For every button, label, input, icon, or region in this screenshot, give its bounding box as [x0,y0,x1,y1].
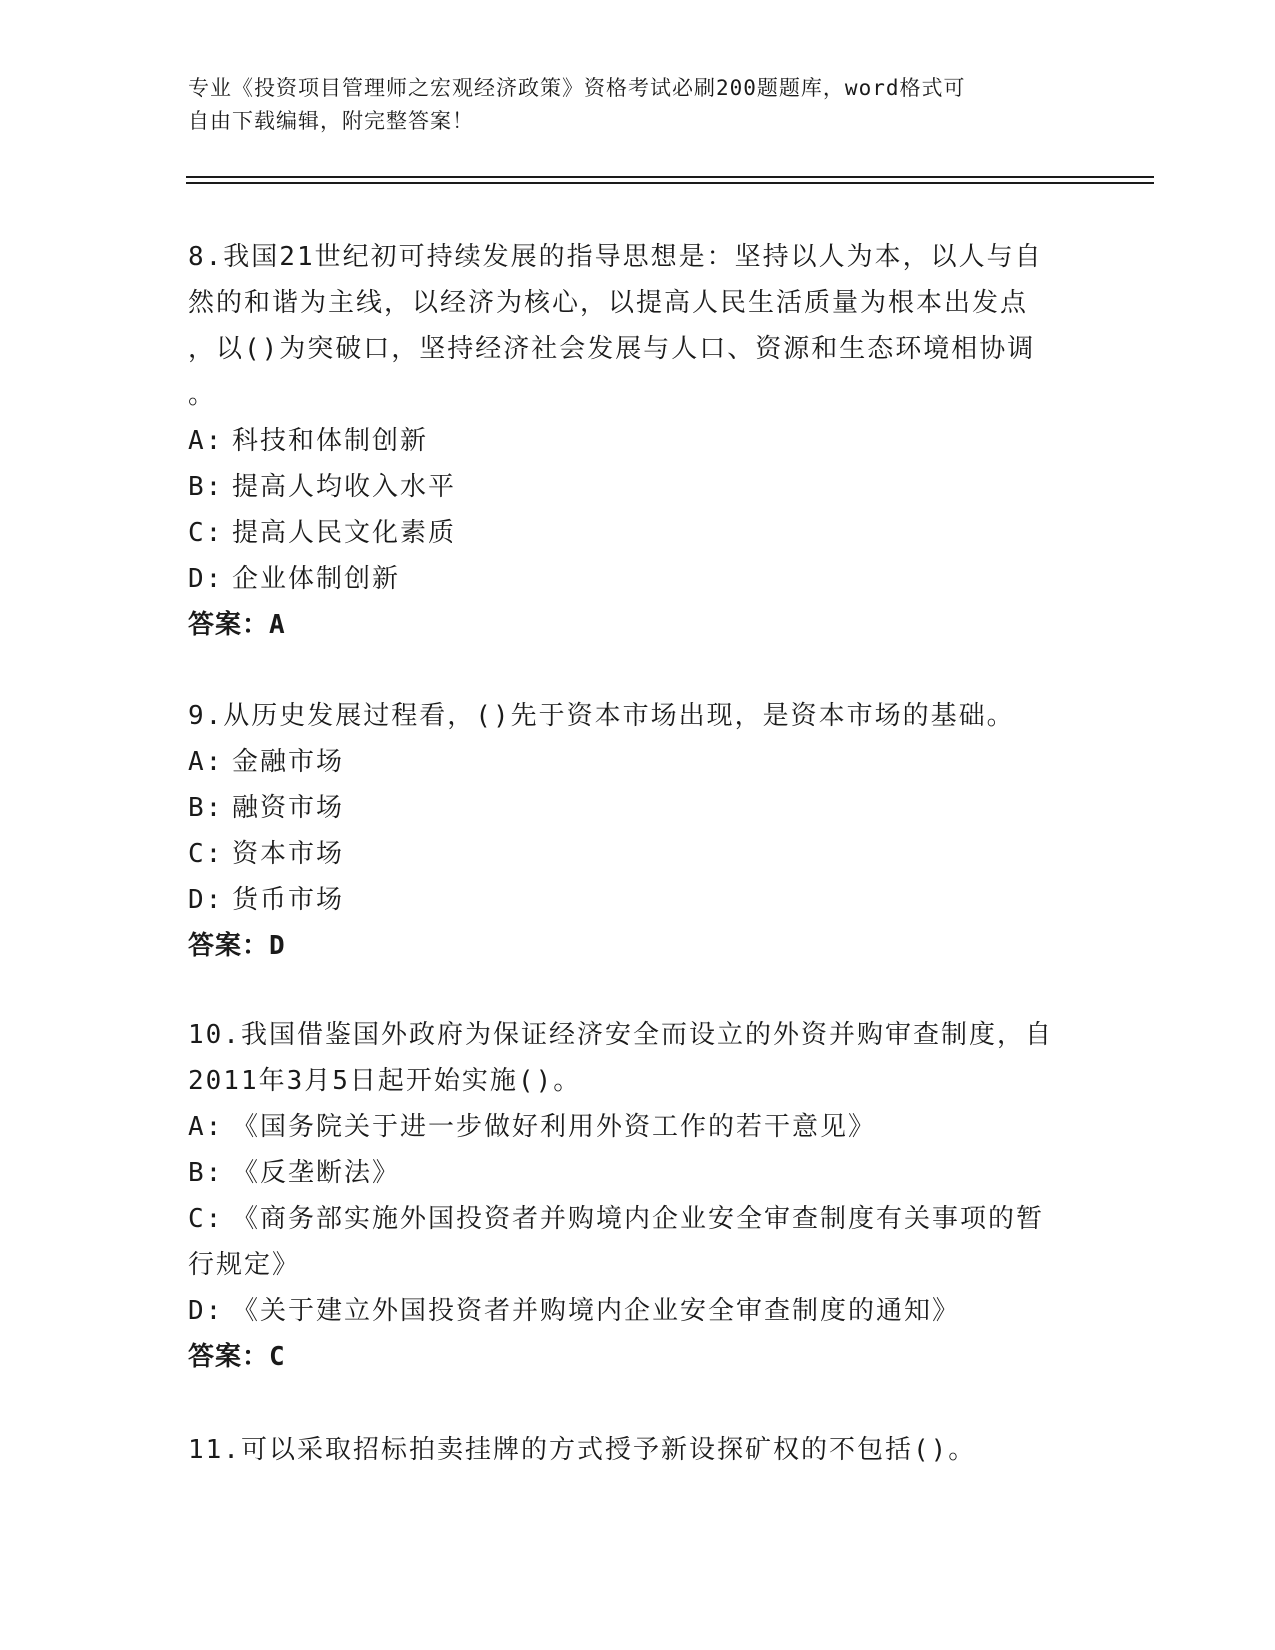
header-line-1: 专业《投资项目管理师之宏观经济政策》资格考试必刷200题题库，word格式可 [188,76,966,100]
question-stem-line: 。 [188,380,217,410]
option-key: D: [188,564,224,594]
option-key: A: [188,1112,224,1142]
option-text: 金融市场 [232,747,345,777]
answer-value: D [269,931,286,961]
document-header [188,72,1068,138]
option-text: 《商务部实施外国投资者并购境内企业安全审查制度有关事项的暂 [232,1204,1045,1234]
question-stem-line: 2011年3月5日起开始实施()。 [188,1066,582,1096]
option-d [188,877,1088,923]
option-text: 融资市场 [232,793,345,823]
option-text: 提高人均收入水平 [232,472,457,502]
option-key: D: [188,885,224,915]
option-c [188,1196,1088,1242]
question-9 [188,693,1088,969]
answer-label: 答案： [188,610,270,640]
question-11 [188,1427,1088,1473]
option-text: 提高人民文化素质 [232,518,457,548]
option-text: 科技和体制创新 [232,426,429,456]
question-stem-line: 11.可以采取招标拍卖挂牌的方式授予新设探矿权的不包括()。 [188,1435,977,1465]
header-divider-bottom [186,182,1154,184]
option-b [188,1150,1088,1196]
option-c [188,831,1088,877]
option-key: C: [188,518,224,548]
option-text: 货币市场 [232,885,345,915]
option-a [188,418,1088,464]
option-key: D: [188,1296,224,1326]
option-key: C: [188,1204,224,1234]
option-key: B: [188,793,224,823]
option-key: B: [188,1158,224,1188]
option-key: A: [188,426,224,456]
header-divider-top [186,176,1154,178]
question-stem-line: 然的和谐为主线，以经济为核心，以提高人民生活质量为根本出发点 [188,288,1029,318]
option-a [188,1104,1088,1150]
option-text: 《国务院关于进一步做好利用外资工作的若干意见》 [232,1112,877,1142]
option-c-continued: 行规定》 [188,1250,301,1280]
question-stem-line: 8.我国21世纪初可持续发展的指导思想是：坚持以人为本，以人与自 [188,242,1043,272]
question-stem-line: 9.从历史发展过程看，()先于资本市场出现，是资本市场的基础。 [188,701,1015,731]
option-d [188,1288,1088,1334]
answer-label: 答案： [188,1342,270,1372]
header-line-2: 自由下载编辑，附完整答案！ [188,109,474,133]
answer-line [188,602,1088,648]
answer-value: A [269,610,286,640]
option-key: A: [188,747,224,777]
answer-value: C [269,1342,286,1372]
question-10 [188,1012,1088,1380]
question-stem-line: 10.我国借鉴国外政府为保证经济安全而设立的外资并购审查制度，自 [188,1020,1053,1050]
answer-line [188,923,1088,969]
option-d [188,556,1088,602]
option-text: 《反垄断法》 [232,1158,401,1188]
answer-label: 答案： [188,931,270,961]
option-b [188,785,1088,831]
option-b [188,464,1088,510]
option-key: B: [188,472,224,502]
option-text: 资本市场 [232,839,345,869]
question-stem-line: ，以()为突破口，坚持经济社会发展与人口、资源和生态环境相协调 [188,334,1036,364]
option-a [188,739,1088,785]
option-c [188,510,1088,556]
answer-line [188,1334,1088,1380]
option-text: 企业体制创新 [232,564,401,594]
question-8 [188,234,1088,648]
option-text: 《关于建立外国投资者并购境内企业安全审查制度的通知》 [232,1296,961,1326]
option-key: C: [188,839,224,869]
